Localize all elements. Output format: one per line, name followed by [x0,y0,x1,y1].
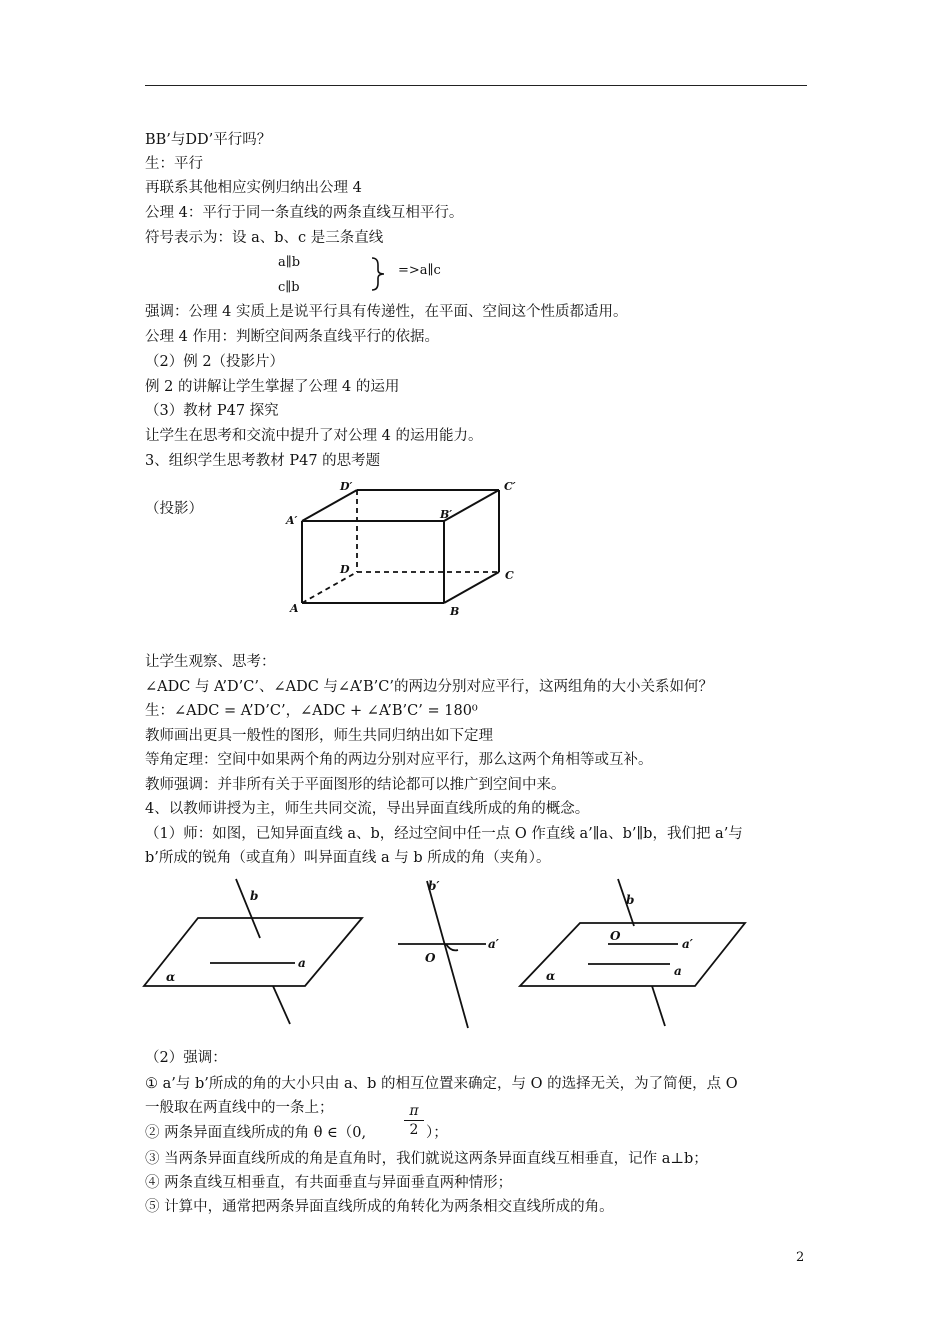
label-B: B [450,605,460,618]
text-line: 4、以教师讲授为主，师生共同交流，导出异面直线所成的角的概念。 [145,801,590,817]
label-D: D [340,563,350,576]
text-line: ）； [426,1125,448,1141]
text-line: 3、组织学生思考教材 P47 的思考题 [145,453,381,469]
label-A: A [290,602,299,615]
text-line: 教师画出更具一般性的图形，师生共同归纳出如下定理 [145,728,493,744]
formula-top: a∥b [278,255,301,270]
label-C: C [505,569,514,582]
text-line: 强调：公理 4 实质上是说平行具有传递性，在平面、空间这个性质都适用。 [145,304,628,320]
text-line: （3）教材 P47 探究 [145,403,279,419]
label-B1: B′ [440,508,453,521]
label-A1: A′ [286,514,298,527]
label-b: b [626,893,635,907]
text-line: 符号表示为：设 a、b、c 是三条直线 [145,230,384,246]
text-line: 再联系其他相应实例归纳出公理 4 [145,180,362,196]
text-line: 生：∠ADC = A’D’C’，∠ADC + ∠A’B’C’ = 180⁰ [145,703,478,719]
text-line: 公理 4 作用：判断空间两条直线平行的依据。 [145,329,439,345]
text-line: ① a’与 b’所成的角的大小只由 a、b 的相互位置来确定，与 O 的选择无关，为了简便，点 O [145,1076,738,1092]
text-line: （1）师：如图，已知异面直线 a、b，经过空间中任一点 O 作直线 a’∥a、b’∥b，我们把 a’与 [145,826,743,842]
label-a-prime: a′ [682,937,693,951]
text-line: ④ 两条直线互相垂直，有共面垂直与异面垂直两种情形； [145,1175,513,1191]
text-line: ⑤ 计算中，通常把两条异面直线所成的角转化为两条相交直线所成的角。 [145,1199,614,1215]
label-D1: D′ [340,480,353,493]
label-O: O [610,929,621,943]
text-line: ∠ADC 与 A’D’C’、∠ADC 与∠A’B’C’的两边分别对应平行，这两组角的大小关系如何？ [145,679,713,695]
formula-bottom: c∥b [278,280,300,295]
text-line: 生：平行 [145,156,203,172]
skew-lines-figure [140,876,820,1036]
brace-icon [368,256,392,292]
text-line: 公理 4：平行于同一条直线的两条直线互相平行。 [145,205,464,221]
pi-over-two-fraction [404,1103,424,1138]
text-line: （2）强调： [145,1050,227,1066]
text-line: ② 两条异面直线所成的角 θ ∈（0, [145,1125,367,1141]
label-b: b [250,889,259,903]
label-a-prime: a′ [488,937,499,951]
text-line: 等角定理：空间中如果两个角的两边分别对应平行，那么这两个角相等或互补。 [145,752,653,768]
text-line: b’所成的锐角（或直角）叫异面直线 a 与 b 所成的角（夹角）。 [145,850,551,866]
text-line: 例 2 的讲解让学生掌握了公理 4 的运用 [145,379,400,395]
page-number: 2 [796,1250,805,1265]
label-alpha: α [546,969,556,983]
formula-result: =>a∥c [398,263,441,278]
label-alpha: α [166,970,176,984]
text-line: 让学生在思考和交流中提升了对公理 4 的运用能力。 [145,428,483,444]
label-b-prime: b′ [428,879,440,893]
frac-denominator: 2 [409,1122,419,1138]
text-line: BB’与DD’平行吗？ [145,132,272,148]
label-O: O [425,951,436,965]
text-line: 一般取在两直线中的一条上； [145,1100,334,1116]
text-line: 让学生观察、思考： [145,654,276,670]
label-a: a [674,964,682,978]
text-line: （2）例 2（投影片） [145,354,285,370]
text-line: ③ 当两条异面直线所成的角是直角时，我们就说这两条异面直线互相垂直，记作 a⊥b； [145,1151,708,1167]
text-line: 教师强调：并非所有关于平面图形的结论都可以推广到空间中来。 [145,777,566,793]
text-line: （投影） [145,501,203,517]
label-a: a [298,956,306,970]
cuboid-figure [282,476,532,621]
header-rule [145,85,807,86]
frac-numerator: π [409,1103,419,1119]
label-C1: C′ [504,480,516,493]
